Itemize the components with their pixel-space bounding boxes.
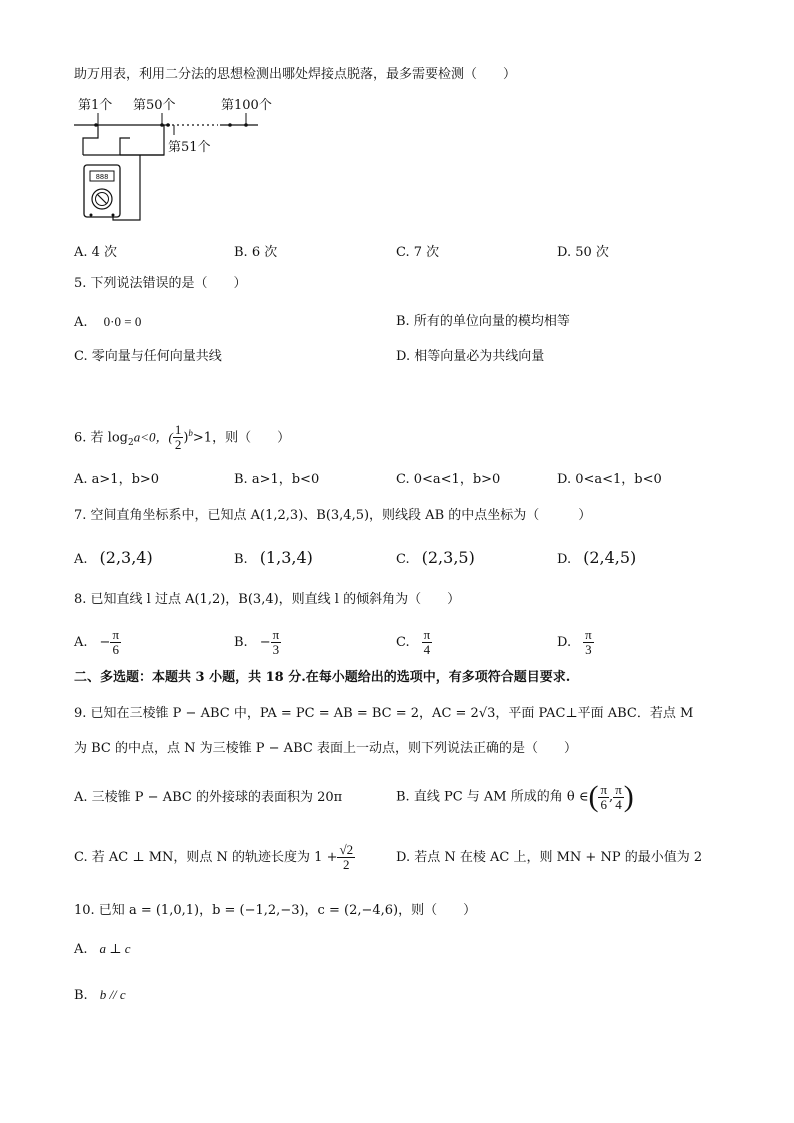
q6-exponent: b (188, 428, 193, 438)
q6-stem-prefix: 6. 若 log (74, 430, 128, 446)
q5-option-a-expr: 0·0 = 0 (103, 314, 142, 329)
q5-option-a[interactable] (74, 313, 141, 332)
q9-stem-line1: 9. 已知在三棱锥 P − ABC 中，PA = PC = AB = BC = 2，AC = 2√3，平面 PAC⊥平面 ABC．若点 M (74, 706, 694, 721)
q5-option-c[interactable]: C. 零向量与任何向量共线 (74, 349, 222, 364)
q10-option-b[interactable]: B. b // c (74, 987, 126, 1003)
q10-b-expr: b // c (99, 987, 126, 1002)
q10-option-a[interactable]: A. a ⊥ c (74, 941, 131, 957)
q7-option-a[interactable]: A. (2,3,4) (74, 548, 153, 567)
q9-stem-line2: 为 BC 的中点，点 N 为三棱锥 P − ABC 表面上一动点，则下列说法正确的是（ ） (74, 741, 577, 756)
label-first: 第1个 (78, 98, 113, 113)
q4-option-d[interactable]: D. 50 次 (557, 245, 609, 260)
q9-option-c[interactable]: C. 若 AC ⊥ MN，则点 N 的轨迹长度为 1 + $\frac{√2}{2}$ (74, 842, 354, 872)
q6-stem-mid: a<0，( (133, 429, 173, 445)
q7-d-value: (2,4,5) (583, 548, 637, 567)
label-51st: 第51个 (168, 140, 211, 155)
q7-option-d[interactable]: D. (2,4,5) (557, 548, 637, 567)
q10-stem: 10. 已知 a = (1,0,1)，b = (−1,2,−3)，c = (2,−4,6)，则（ ） (74, 903, 477, 918)
q9-c-prefix: C. 若 AC ⊥ MN，则点 N 的轨迹长度为 1 + (74, 850, 338, 865)
q10-a-expr: a ⊥ c (99, 941, 131, 956)
q8-stem: 8. 已知直线 l 过点 A(1,2)，B(3,4)，则直线 l 的倾斜角为（ ） (74, 592, 461, 607)
q6-fraction: $\frac{1}{2}$ (174, 422, 182, 453)
q7-option-c[interactable]: C. (2,3,5) (396, 548, 475, 567)
q6-stem-end: >1，则（ ） (192, 430, 291, 446)
q7-b-value: (1,3,4) (259, 548, 313, 567)
q4-text: 助万用表，利用二分法的思想检测出哪处焊接点脱落，最多需要检测（ ） (74, 67, 517, 82)
q5-option-d[interactable]: D. 相等向量必为共线向量 (396, 349, 545, 364)
q6-option-d[interactable]: D. 0<a<1，b<0 (557, 472, 662, 487)
q9-option-d[interactable]: D. 若点 N 在棱 AC 上，则 MN + NP 的最小值为 2 (396, 850, 703, 865)
label-100th: 第100个 (221, 98, 272, 113)
label-50th: 第50个 (133, 98, 176, 113)
q4-circuit-diagram (70, 95, 290, 230)
q4-option-c[interactable]: C. 7 次 (396, 245, 440, 260)
q5-option-a-label: A. (74, 315, 88, 330)
q5-stem: 5. 下列说法错误的是（ ） (74, 276, 247, 291)
q6-option-b[interactable]: B. a>1，b<0 (234, 472, 320, 487)
q4-option-b[interactable]: B. 6 次 (234, 245, 278, 260)
q7-a-value: (2,3,4) (99, 548, 153, 567)
q6-log-base: 2 (127, 437, 134, 448)
q5-option-b[interactable]: B. 所有的单位向量的模均相等 (396, 314, 570, 329)
q9-b-prefix: B. 直线 PC 与 AM 所成的角 θ ∈ (396, 789, 589, 805)
q8-option-b[interactable]: B. − $\frac{\pi}{3}$ (234, 627, 280, 657)
meter-display: 888 (95, 174, 109, 182)
q9-option-b[interactable]: B. 直线 PC 与 AM 所成的角 θ ∈( $\frac{\pi}{6}$ , $\frac{\pi}{4}$ ) (396, 780, 634, 813)
q6-stem: 6. 若 $\log_2a<0$，( $\frac{1}{2}$ )$^b$>1，则（ ） (74, 422, 291, 453)
q6-option-c[interactable]: C. 0<a<1，b>0 (396, 472, 501, 487)
q7-option-b[interactable]: B. (1,3,4) (234, 548, 313, 567)
q6-option-a[interactable]: A. a>1，b>0 (74, 472, 160, 487)
section-heading: 二、多选题：本题共 3 小题，共 18 分.在每小题给出的选项中，有多项符合题目要求. (74, 670, 571, 685)
q8-option-d[interactable]: D. $\frac{\pi}{3}$ (557, 627, 592, 657)
q9-option-a[interactable]: A. 三棱锥 P − ABC 的外接球的表面积为 20π (74, 790, 343, 805)
q7-stem: 7. 空间直角坐标系中，已知点 A(1,2,3)、B(3,4,5)，则线段 AB 的中点坐标为（ ） (74, 508, 592, 523)
q8-option-a[interactable]: A. − $\frac{\pi}{6}$ (74, 627, 120, 657)
q8-option-c[interactable]: C. $\frac{\pi}{4}$ (396, 627, 431, 657)
q4-option-a[interactable]: A. 4 次 (74, 245, 118, 260)
q7-c-value: (2,3,5) (421, 548, 475, 567)
